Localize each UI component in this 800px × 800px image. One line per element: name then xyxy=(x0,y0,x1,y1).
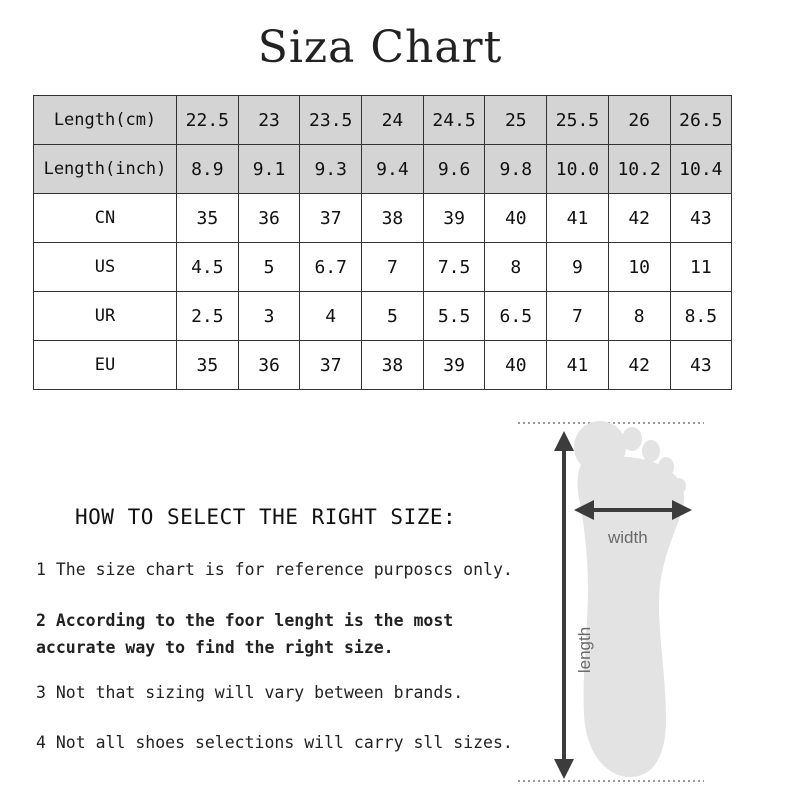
table-cell: 41 xyxy=(547,341,609,390)
header-value-cell: 25 xyxy=(485,96,547,145)
row-label-cell: CN xyxy=(34,194,177,243)
size-chart-table xyxy=(33,95,732,390)
table-cell: 4 xyxy=(300,292,362,341)
page-title: Siza Chart xyxy=(257,22,503,73)
table-cell: 9 xyxy=(547,243,609,292)
tip-foot-length-line1: 2 According to the foor lenght is the most xyxy=(36,611,454,630)
table-cell: 9.4 xyxy=(362,145,424,194)
table-cell: 43 xyxy=(670,341,732,390)
table-cell: 7.5 xyxy=(423,243,485,292)
table-cell: 6.5 xyxy=(485,292,547,341)
table-cell: 9.8 xyxy=(485,145,547,194)
tip-brand-variation: 3 Not that sizing will vary between brands. xyxy=(36,683,464,702)
table-cell: 35 xyxy=(177,341,239,390)
table-cell: 35 xyxy=(177,194,239,243)
foot-measurement-diagram xyxy=(508,415,708,795)
header-label-cell: Length(cm) xyxy=(34,96,177,145)
length-label: length xyxy=(575,626,594,674)
table-row xyxy=(34,194,732,243)
row-label-cell: EU xyxy=(34,341,177,390)
tip-foot-length-line2: accurate way to find the right size. xyxy=(36,638,394,657)
table-cell: 7 xyxy=(547,292,609,341)
table-cell: 41 xyxy=(547,194,609,243)
table-cell: 38 xyxy=(362,194,424,243)
tip-size-availability: 4 Not all shoes selections will carry sll sizes. xyxy=(36,733,513,752)
table-row xyxy=(34,243,732,292)
table-cell: 10 xyxy=(608,243,670,292)
header-value-cell: 26.5 xyxy=(670,96,732,145)
header-value-cell: 24 xyxy=(362,96,424,145)
table-cell: 36 xyxy=(238,194,300,243)
table-cell: 37 xyxy=(300,341,362,390)
table-cell: 9.3 xyxy=(300,145,362,194)
table-cell: 42 xyxy=(608,194,670,243)
table-cell: 8.5 xyxy=(670,292,732,341)
table-cell: 36 xyxy=(238,341,300,390)
table-cell: 8.9 xyxy=(177,145,239,194)
table-header-row xyxy=(34,96,732,145)
table-cell: 40 xyxy=(485,194,547,243)
table-cell: 5.5 xyxy=(423,292,485,341)
table-row xyxy=(34,145,732,194)
header-value-cell: 23.5 xyxy=(300,96,362,145)
table-cell: 5 xyxy=(362,292,424,341)
width-label: width xyxy=(608,528,648,547)
row-label-cell: Length(inch) xyxy=(34,145,177,194)
table-cell: 11 xyxy=(670,243,732,292)
header-value-cell: 23 xyxy=(238,96,300,145)
header-value-cell: 26 xyxy=(608,96,670,145)
table-cell: 10.2 xyxy=(608,145,670,194)
instructions-heading: HOW TO SELECT THE RIGHT SIZE: xyxy=(75,505,457,529)
table-row xyxy=(34,292,732,341)
table-cell: 9.1 xyxy=(238,145,300,194)
table-cell: 7 xyxy=(362,243,424,292)
table-cell: 9.6 xyxy=(423,145,485,194)
table-cell: 2.5 xyxy=(177,292,239,341)
table-cell: 39 xyxy=(423,194,485,243)
table-cell: 4.5 xyxy=(177,243,239,292)
table-cell: 38 xyxy=(362,341,424,390)
table-cell: 43 xyxy=(670,194,732,243)
table-cell: 39 xyxy=(423,341,485,390)
table-cell: 42 xyxy=(608,341,670,390)
header-value-cell: 25.5 xyxy=(547,96,609,145)
row-label-cell: US xyxy=(34,243,177,292)
table-cell: 10.4 xyxy=(670,145,732,194)
table-cell: 37 xyxy=(300,194,362,243)
header-value-cell: 22.5 xyxy=(177,96,239,145)
header-value-cell: 24.5 xyxy=(423,96,485,145)
table-row xyxy=(34,341,732,390)
row-label-cell: UR xyxy=(34,292,177,341)
table-cell: 8 xyxy=(608,292,670,341)
table-cell: 40 xyxy=(485,341,547,390)
table-cell: 3 xyxy=(238,292,300,341)
table-cell: 10.0 xyxy=(547,145,609,194)
table-cell: 8 xyxy=(485,243,547,292)
foot-silhouette-icon xyxy=(574,421,686,777)
tip-reference-only: 1 The size chart is for reference purposcs only. xyxy=(36,560,513,579)
table-cell: 6.7 xyxy=(300,243,362,292)
table-cell: 5 xyxy=(238,243,300,292)
tip-foot-length xyxy=(36,607,453,661)
